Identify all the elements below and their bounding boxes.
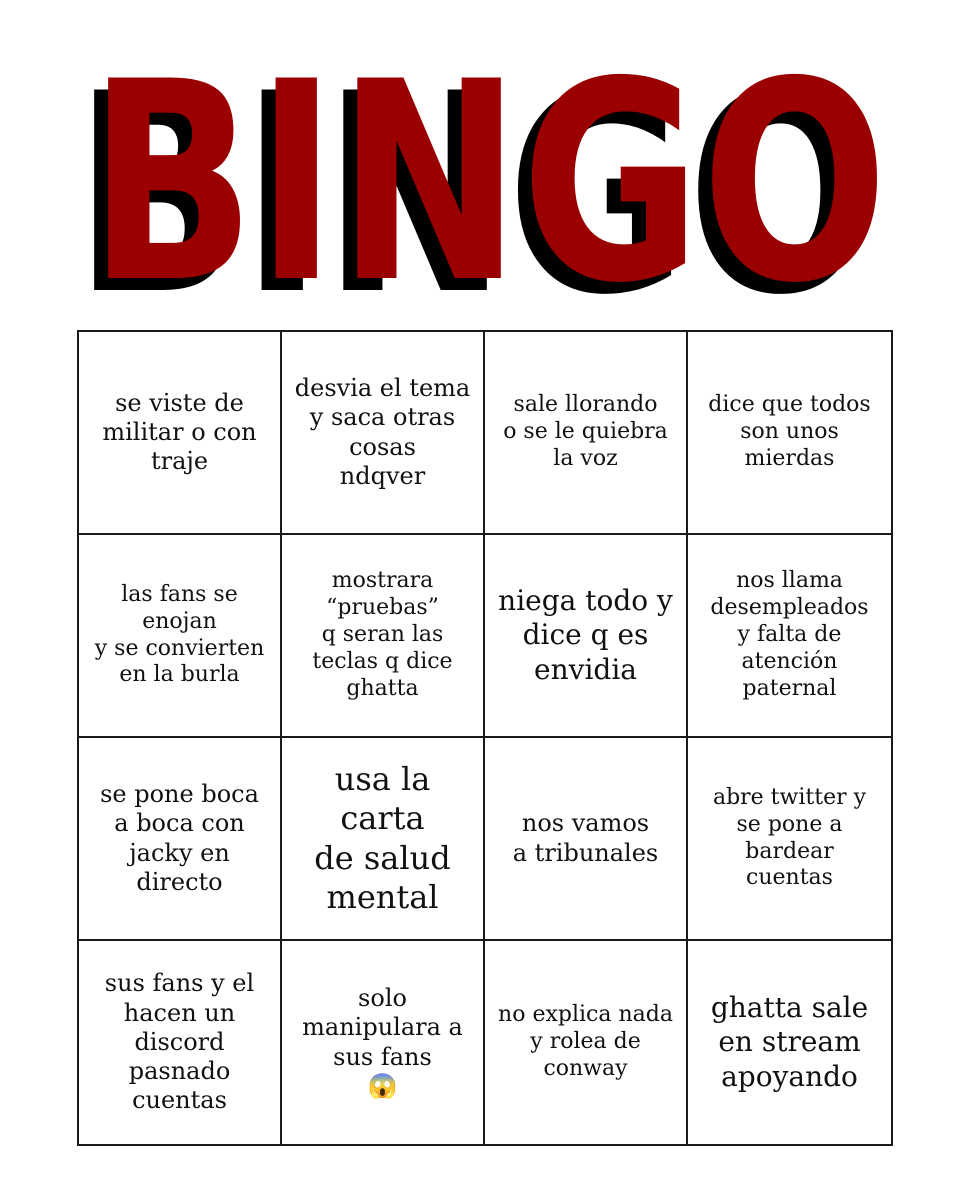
bingo-cell[interactable] — [485, 332, 688, 535]
bingo-cell[interactable] — [282, 332, 485, 535]
bingo-cell[interactable] — [485, 941, 688, 1144]
bingo-title-shadow: BINGO — [74, 35, 874, 330]
bingo-board — [77, 330, 893, 1146]
bingo-cell[interactable] — [282, 738, 485, 941]
bingo-cell[interactable] — [79, 941, 282, 1144]
cell-text: nos vamos a tribunales — [512, 809, 659, 867]
cell-text: usa la carta de salud mental — [314, 760, 451, 916]
bingo-cell[interactable] — [79, 535, 282, 738]
bingo-title-art — [0, 0, 969, 330]
bingo-cell[interactable] — [79, 332, 282, 535]
cell-text: ghatta sale en stream apoyando — [710, 991, 869, 1093]
bingo-cell[interactable] — [282, 535, 485, 738]
cell-text: no explica nada y rolea de conway — [498, 1002, 673, 1081]
bingo-cell[interactable] — [485, 738, 688, 941]
bingo-cell[interactable] — [688, 738, 891, 941]
cell-text: nos llama desempleados y falta de atención paternal — [710, 568, 869, 701]
cell-text: se viste de militar o con traje — [102, 388, 257, 476]
bingo-title — [0, 0, 969, 330]
bingo-cell[interactable] — [688, 941, 891, 1144]
cell-text: las fans se enojan y se convierten en la burla — [94, 581, 265, 688]
cell-text: desvia el tema y saca otras cosas ndqver — [294, 373, 471, 490]
bingo-cell[interactable] — [688, 332, 891, 535]
cell-text: sale llorando o se le quiebra la voz — [503, 392, 668, 471]
cell-text: sus fans y el hacen un discord pasnado cuentas — [104, 969, 255, 1115]
bingo-cell[interactable] — [282, 941, 485, 1144]
cell-text: dice que todos son unos mierdas — [708, 392, 871, 471]
cell-text: se pone boca a boca con jacky en directo — [100, 779, 259, 896]
cell-text: niega todo y dice q es envidia — [498, 584, 673, 686]
bingo-cell[interactable] — [485, 535, 688, 738]
bingo-cell[interactable] — [688, 535, 891, 738]
bingo-cell[interactable] — [79, 738, 282, 941]
cell-text: solo manipulara a sus fans 😱 — [302, 983, 463, 1100]
cell-text: abre twitter y se pone a bardear cuentas — [712, 784, 867, 891]
cell-text: mostrara “pruebas” q seran las teclas q dice ghatta — [312, 568, 453, 701]
bingo-title-text: BINGO — [88, 23, 888, 330]
